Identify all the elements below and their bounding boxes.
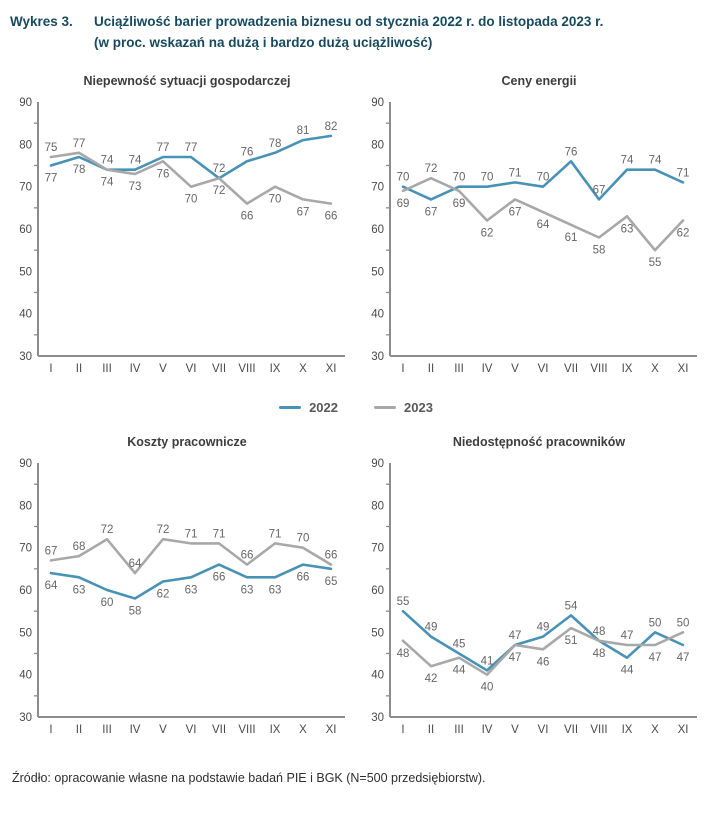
svg-text:I: I	[49, 362, 53, 375]
svg-text:IX: IX	[269, 723, 281, 736]
line-chart-niepewnosc	[10, 94, 350, 380]
svg-text:41: 41	[480, 655, 494, 668]
svg-text:30: 30	[19, 711, 32, 724]
svg-text:I: I	[401, 723, 405, 736]
svg-text:VI: VI	[537, 362, 549, 375]
svg-text:60: 60	[19, 584, 32, 597]
legend-label-2023: 2023	[404, 399, 433, 415]
svg-text:75: 75	[44, 141, 58, 154]
svg-text:66: 66	[296, 571, 310, 584]
svg-text:50: 50	[676, 617, 690, 630]
charts-grid	[10, 64, 704, 741]
svg-text:70: 70	[19, 542, 32, 555]
svg-text:60: 60	[19, 223, 32, 236]
svg-text:70: 70	[536, 171, 550, 184]
legend-item-2022	[279, 400, 338, 415]
line-chart-niedostepnosc	[362, 455, 702, 741]
svg-text:44: 44	[620, 664, 634, 677]
svg-text:VII: VII	[563, 362, 579, 375]
svg-text:VII: VII	[211, 723, 227, 736]
svg-text:47: 47	[620, 629, 634, 642]
svg-text:63: 63	[184, 584, 198, 597]
svg-text:80: 80	[371, 500, 384, 513]
svg-text:74: 74	[128, 154, 142, 167]
svg-text:II: II	[75, 362, 83, 375]
svg-text:61: 61	[564, 231, 578, 244]
chart-niepewnosc-sytuacji-gospodarczej	[10, 64, 350, 380]
svg-text:50: 50	[19, 627, 32, 640]
svg-text:40: 40	[480, 681, 494, 694]
svg-text:VIII: VIII	[590, 362, 608, 375]
svg-text:46: 46	[536, 656, 550, 669]
svg-text:30: 30	[371, 350, 384, 363]
svg-text:IV: IV	[129, 362, 141, 375]
svg-text:72: 72	[212, 185, 226, 198]
svg-text:62: 62	[156, 588, 170, 601]
svg-text:IX: IX	[269, 362, 281, 375]
svg-text:66: 66	[212, 571, 226, 584]
svg-text:XI: XI	[325, 362, 337, 375]
svg-text:42: 42	[424, 673, 438, 686]
svg-text:70: 70	[268, 193, 282, 206]
svg-text:X: X	[651, 723, 659, 736]
svg-text:I: I	[49, 723, 53, 736]
chart-title: Ceny energii	[501, 73, 577, 88]
svg-text:50: 50	[19, 266, 32, 279]
svg-text:70: 70	[480, 171, 494, 184]
svg-text:49: 49	[424, 621, 438, 634]
svg-text:72: 72	[212, 163, 226, 176]
svg-text:48: 48	[592, 625, 606, 638]
svg-text:55: 55	[648, 257, 662, 270]
svg-text:48: 48	[396, 647, 410, 660]
svg-text:90: 90	[19, 457, 32, 470]
svg-text:48: 48	[592, 647, 606, 660]
chart-legend	[10, 400, 702, 415]
svg-text:70: 70	[184, 193, 198, 206]
svg-text:VIII: VIII	[238, 362, 256, 375]
svg-text:63: 63	[268, 584, 282, 597]
svg-text:70: 70	[19, 181, 32, 194]
line-chart-ceny-energii	[362, 94, 702, 380]
svg-text:77: 77	[184, 141, 198, 154]
figure-title-line2: (w proc. wskazań na dużą i bardzo dużą uciążliwość)	[94, 34, 433, 50]
svg-text:VI: VI	[185, 362, 197, 375]
svg-text:67: 67	[424, 206, 438, 219]
svg-text:67: 67	[592, 184, 606, 197]
svg-text:V: V	[511, 362, 519, 375]
chart-title: Niepewność sytuacji gospodarczej	[83, 73, 291, 88]
svg-text:76: 76	[564, 146, 578, 159]
svg-text:70: 70	[371, 542, 384, 555]
svg-text:IV: IV	[129, 723, 141, 736]
svg-text:71: 71	[184, 528, 198, 541]
chart-title: Niedostępność pracowników	[452, 434, 626, 449]
figure-number: Wykres 3.	[10, 14, 73, 29]
svg-text:II: II	[427, 723, 435, 736]
svg-text:III: III	[454, 723, 464, 736]
svg-text:50: 50	[371, 627, 384, 640]
svg-text:90: 90	[371, 96, 384, 109]
svg-text:47: 47	[508, 629, 522, 642]
svg-text:40: 40	[19, 669, 32, 682]
svg-text:50: 50	[371, 266, 384, 279]
svg-text:X: X	[299, 362, 307, 375]
svg-text:63: 63	[240, 584, 254, 597]
legend-item-2023	[374, 400, 433, 415]
svg-text:71: 71	[508, 167, 522, 180]
svg-text:69: 69	[396, 197, 410, 210]
svg-text:60: 60	[371, 223, 384, 236]
svg-text:V: V	[159, 723, 167, 736]
svg-text:63: 63	[620, 223, 634, 236]
svg-text:74: 74	[620, 154, 634, 167]
svg-text:VI: VI	[185, 723, 197, 736]
svg-text:47: 47	[508, 651, 522, 664]
svg-text:67: 67	[508, 206, 522, 219]
svg-text:VI: VI	[537, 723, 549, 736]
line-chart-koszty	[10, 455, 350, 741]
svg-text:XI: XI	[325, 723, 337, 736]
svg-text:III: III	[102, 362, 112, 375]
svg-text:80: 80	[19, 139, 32, 152]
svg-text:I: I	[401, 362, 405, 375]
svg-text:47: 47	[648, 651, 662, 664]
svg-text:58: 58	[592, 244, 606, 257]
svg-text:74: 74	[100, 154, 114, 167]
svg-text:76: 76	[156, 168, 170, 181]
svg-text:49: 49	[536, 621, 550, 634]
svg-text:44: 44	[452, 664, 466, 677]
svg-text:67: 67	[296, 206, 310, 219]
svg-text:70: 70	[296, 532, 310, 545]
svg-text:III: III	[102, 723, 112, 736]
figure-header	[10, 12, 704, 54]
svg-text:77: 77	[72, 137, 86, 150]
svg-text:XI: XI	[677, 723, 689, 736]
svg-text:72: 72	[156, 524, 170, 537]
chart-koszty-pracownicze	[10, 425, 350, 741]
svg-text:V: V	[159, 362, 167, 375]
svg-text:II: II	[427, 362, 435, 375]
legend-label-2022: 2022	[309, 399, 338, 415]
svg-text:64: 64	[536, 218, 550, 231]
svg-text:65: 65	[324, 575, 338, 588]
svg-text:78: 78	[72, 163, 86, 176]
svg-text:71: 71	[212, 528, 226, 541]
svg-text:IX: IX	[621, 723, 633, 736]
svg-text:40: 40	[19, 308, 32, 321]
svg-text:30: 30	[19, 350, 32, 363]
svg-text:40: 40	[371, 669, 384, 682]
svg-text:66: 66	[324, 549, 338, 562]
chart-niedostepnosc-pracownikow	[362, 425, 702, 741]
svg-text:80: 80	[371, 139, 384, 152]
svg-text:40: 40	[371, 308, 384, 321]
svg-text:30: 30	[371, 711, 384, 724]
svg-text:74: 74	[648, 154, 662, 167]
svg-text:55: 55	[396, 596, 410, 609]
svg-text:70: 70	[371, 181, 384, 194]
svg-text:VIII: VIII	[238, 723, 256, 736]
svg-text:71: 71	[676, 167, 690, 180]
svg-text:IV: IV	[481, 362, 493, 375]
chart-title: Koszty pracownicze	[127, 434, 247, 449]
svg-text:77: 77	[156, 141, 170, 154]
svg-text:63: 63	[72, 584, 86, 597]
svg-text:62: 62	[480, 227, 494, 240]
svg-text:IX: IX	[621, 362, 633, 375]
svg-text:54: 54	[564, 600, 578, 613]
svg-text:X: X	[299, 723, 307, 736]
svg-text:70: 70	[396, 171, 410, 184]
svg-text:66: 66	[240, 549, 254, 562]
svg-text:67: 67	[44, 545, 58, 558]
svg-text:82: 82	[324, 120, 338, 133]
svg-text:90: 90	[371, 457, 384, 470]
svg-text:66: 66	[324, 210, 338, 223]
svg-text:IV: IV	[481, 723, 493, 736]
svg-text:72: 72	[424, 163, 438, 176]
svg-text:80: 80	[19, 500, 32, 513]
svg-text:77: 77	[44, 172, 58, 185]
svg-text:58: 58	[128, 605, 142, 618]
svg-text:70: 70	[452, 171, 466, 184]
svg-text:69: 69	[452, 197, 466, 210]
svg-text:62: 62	[676, 227, 690, 240]
svg-text:81: 81	[296, 124, 310, 137]
svg-text:68: 68	[72, 540, 86, 553]
svg-text:72: 72	[100, 524, 114, 537]
svg-text:45: 45	[452, 638, 466, 651]
svg-text:II: II	[75, 723, 83, 736]
svg-text:VII: VII	[563, 723, 579, 736]
svg-text:64: 64	[44, 579, 58, 592]
svg-text:66: 66	[240, 210, 254, 223]
svg-text:XI: XI	[677, 362, 689, 375]
svg-text:60: 60	[100, 596, 114, 609]
svg-text:V: V	[511, 723, 519, 736]
svg-text:90: 90	[19, 96, 32, 109]
svg-text:73: 73	[128, 180, 142, 193]
svg-text:76: 76	[240, 146, 254, 159]
svg-text:VII: VII	[211, 362, 227, 375]
svg-text:78: 78	[268, 137, 282, 150]
legend-swatch-2022-icon	[279, 406, 301, 409]
svg-text:47: 47	[676, 651, 690, 664]
svg-text:III: III	[454, 362, 464, 375]
svg-text:50: 50	[648, 617, 662, 630]
svg-text:60: 60	[371, 584, 384, 597]
figure-title	[94, 12, 603, 54]
figure-title-line1: Uciążliwość barier prowadzenia biznesu od stycznia 2022 r. do listopada 2023 r.	[94, 14, 604, 29]
svg-text:71: 71	[268, 528, 282, 541]
svg-text:74: 74	[100, 176, 114, 189]
svg-text:51: 51	[564, 634, 578, 647]
legend-swatch-2023-icon	[374, 406, 396, 409]
svg-text:64: 64	[128, 557, 142, 570]
svg-text:X: X	[651, 362, 659, 375]
chart-ceny-energii	[362, 64, 702, 380]
source-note: Źródło: opracowanie własne na podstawie badań PIE i BGK (N=500 przedsiębiorstw).	[12, 770, 486, 785]
svg-text:VIII: VIII	[590, 723, 608, 736]
